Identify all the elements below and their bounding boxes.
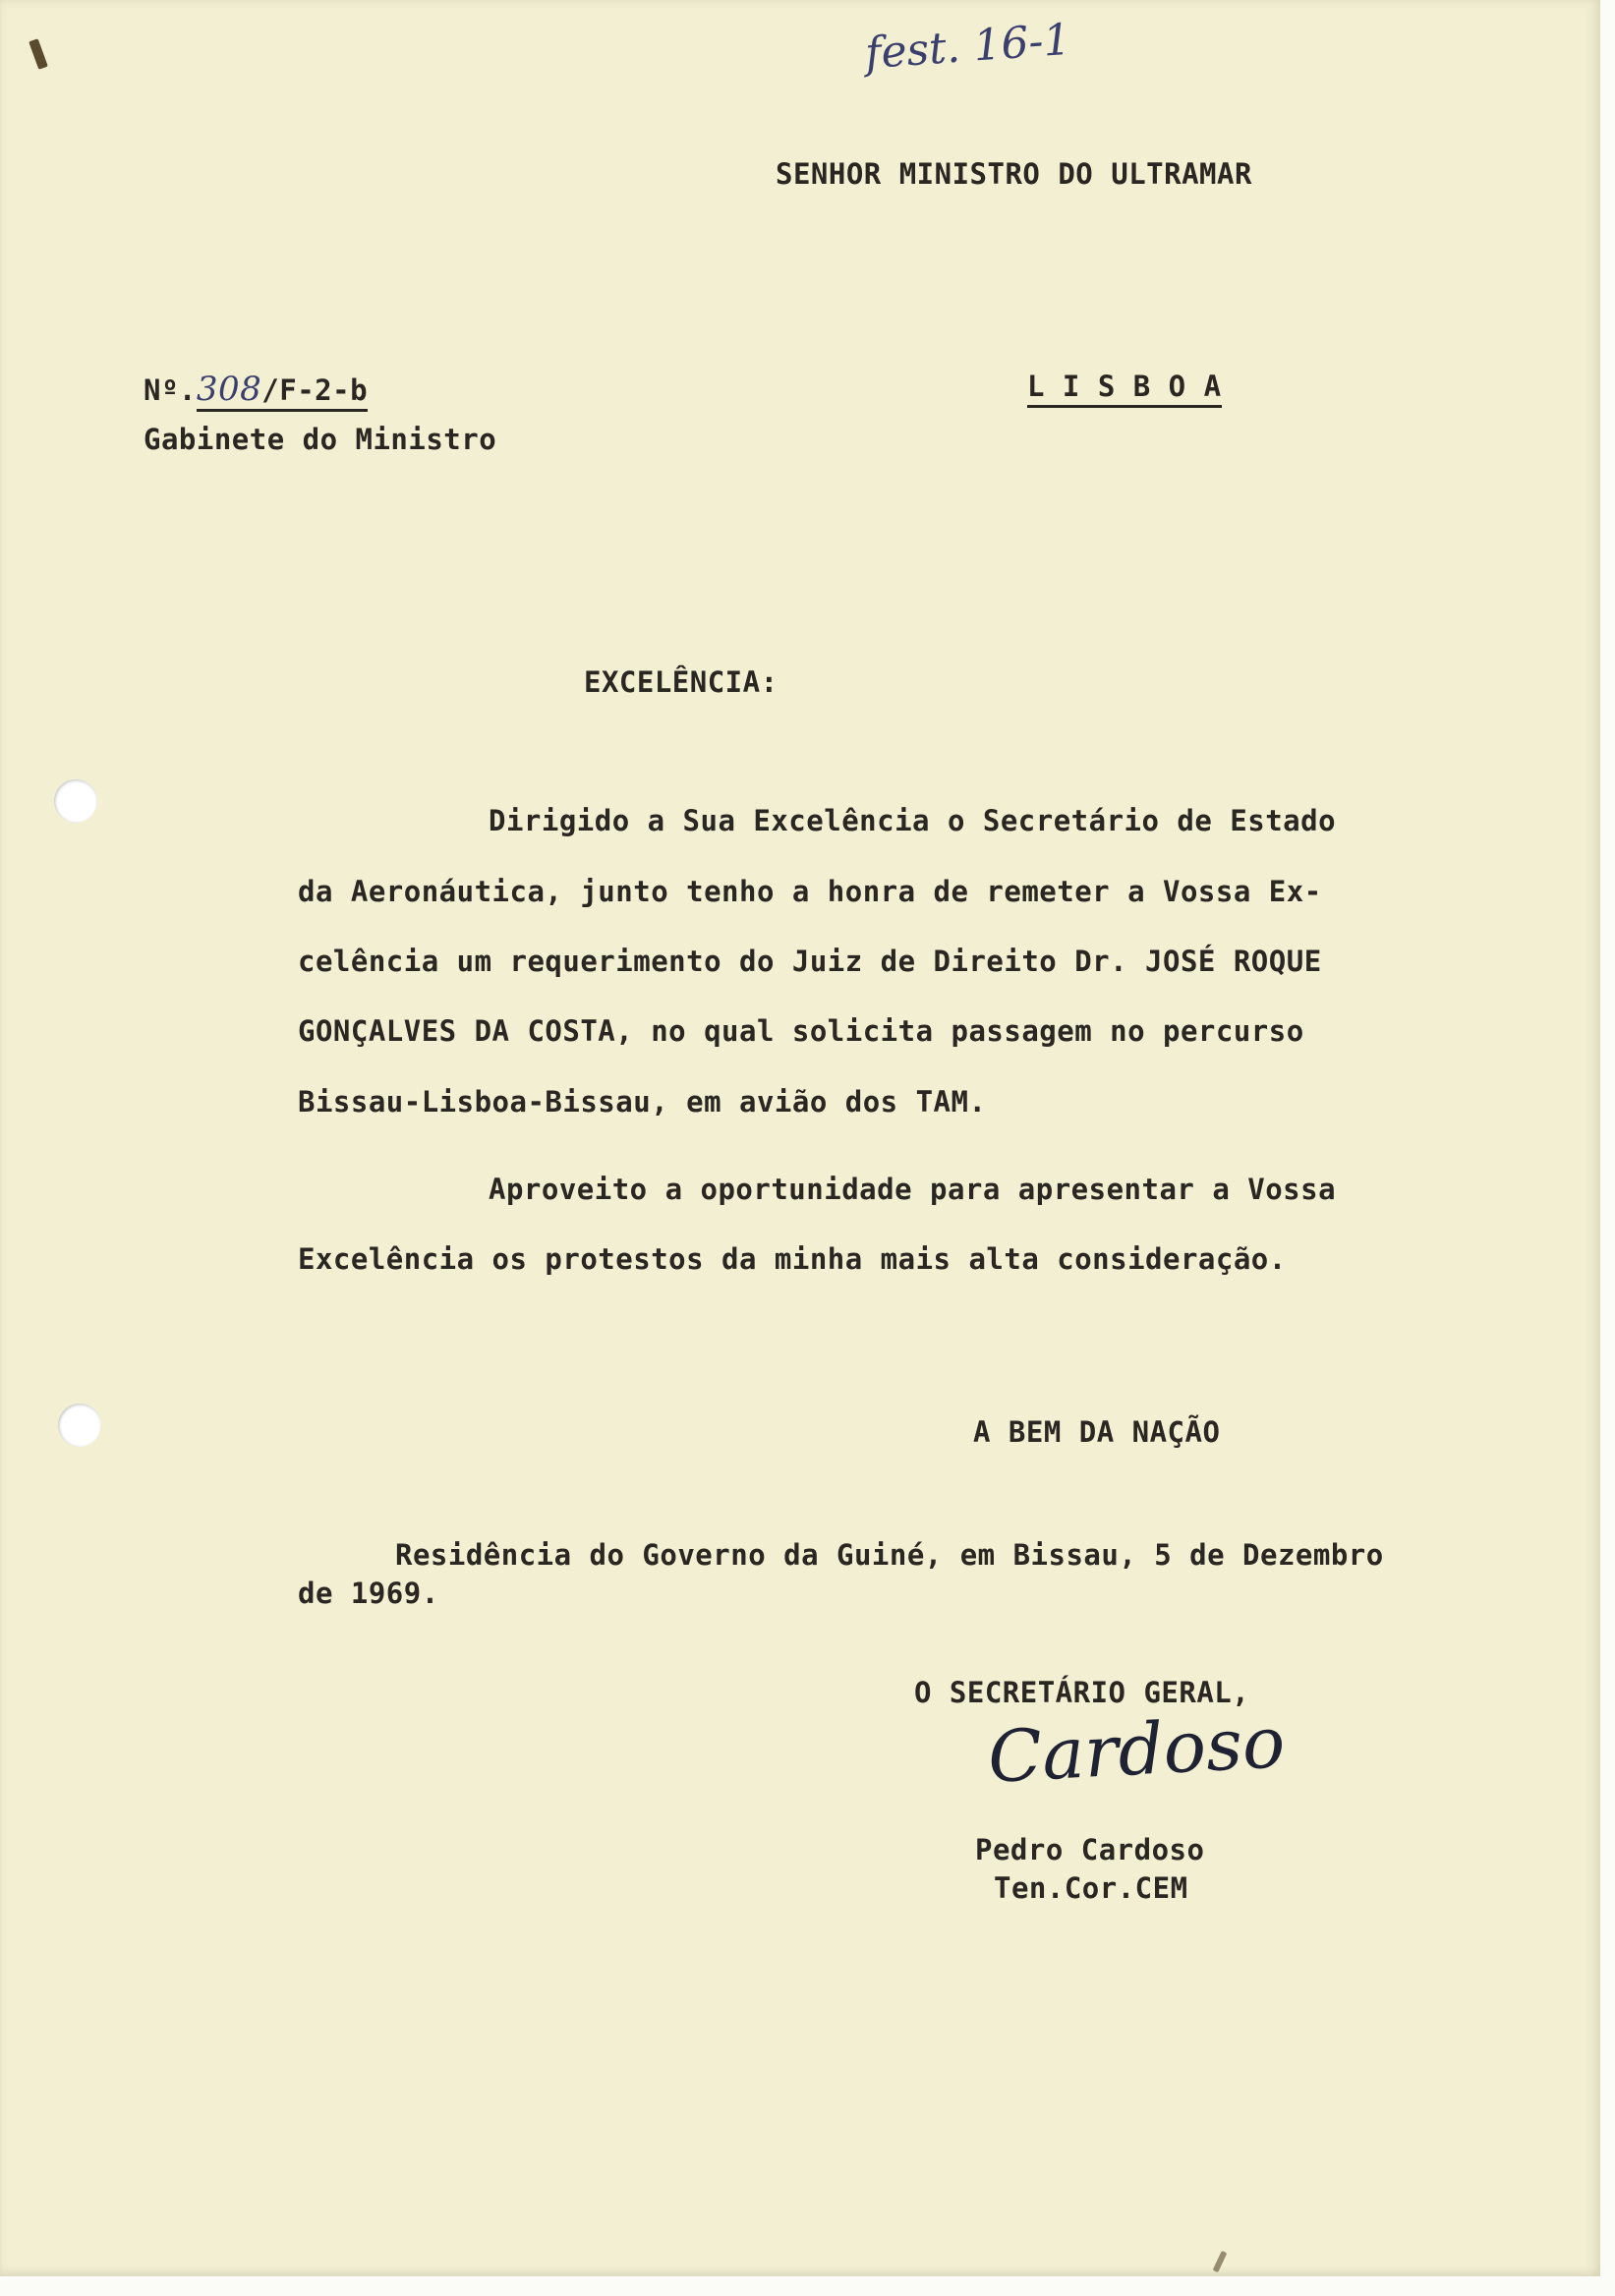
scan-edge-right: [1600, 0, 1615, 2296]
body-line: celência um requerimento do Juiz de Direito Dr. JOSÉ ROQUE: [298, 945, 1322, 978]
punch-hole-upper: [54, 779, 97, 823]
signatory-title: O SECRETÁRIO GERAL,: [914, 1676, 1250, 1709]
scan-edge-bottom: [0, 2276, 1615, 2296]
handwritten-annotation: fest. 16-1: [863, 14, 1072, 80]
body-line: GONÇALVES DA COSTA, no qual solicita passagem no percurso: [298, 1014, 1304, 1048]
signatory-name: Pedro Cardoso: [975, 1833, 1205, 1866]
addressee: SENHOR MINISTRO DO ULTRAMAR: [776, 157, 1252, 191]
reference-number-value: [196, 370, 369, 412]
closing-formula: A BEM DA NAÇÃO: [973, 1415, 1221, 1449]
salutation: EXCELÊNCIA:: [584, 665, 779, 699]
reference-number-handwritten: 308: [196, 370, 262, 409]
body-line: Dirigido a Sua Excelência o Secretário de Estado: [489, 804, 1337, 837]
body-line: Aproveito a oportunidade para apresentar a Vossa: [489, 1173, 1337, 1206]
reference-suffix: /F-2-b: [261, 373, 369, 407]
destination-city-text: L I S B O A: [1027, 370, 1222, 408]
signature: Cardoso: [986, 1700, 1288, 1799]
body-line: da Aeronáutica, junto tenho a honra de remeter a Vossa Ex-: [298, 875, 1322, 908]
place-date-line: Residência do Governo da Guiné, em Bissau, 5 de Dezembro: [395, 1538, 1384, 1572]
signatory-rank: Ten.Cor.CEM: [994, 1871, 1188, 1905]
place-date-line: de 1969.: [298, 1577, 439, 1610]
body-line: Bissau-Lisboa-Bissau, em avião dos TAM.: [298, 1085, 987, 1119]
reference-prefix: Nº.: [144, 373, 197, 407]
office-name: Gabinete do Ministro: [144, 423, 497, 456]
reference-number: [144, 370, 368, 409]
punch-hole-lower: [58, 1404, 101, 1447]
body-line: Excelência os protestos da minha mais alta consideração.: [298, 1242, 1287, 1276]
destination-city: [1027, 370, 1222, 403]
